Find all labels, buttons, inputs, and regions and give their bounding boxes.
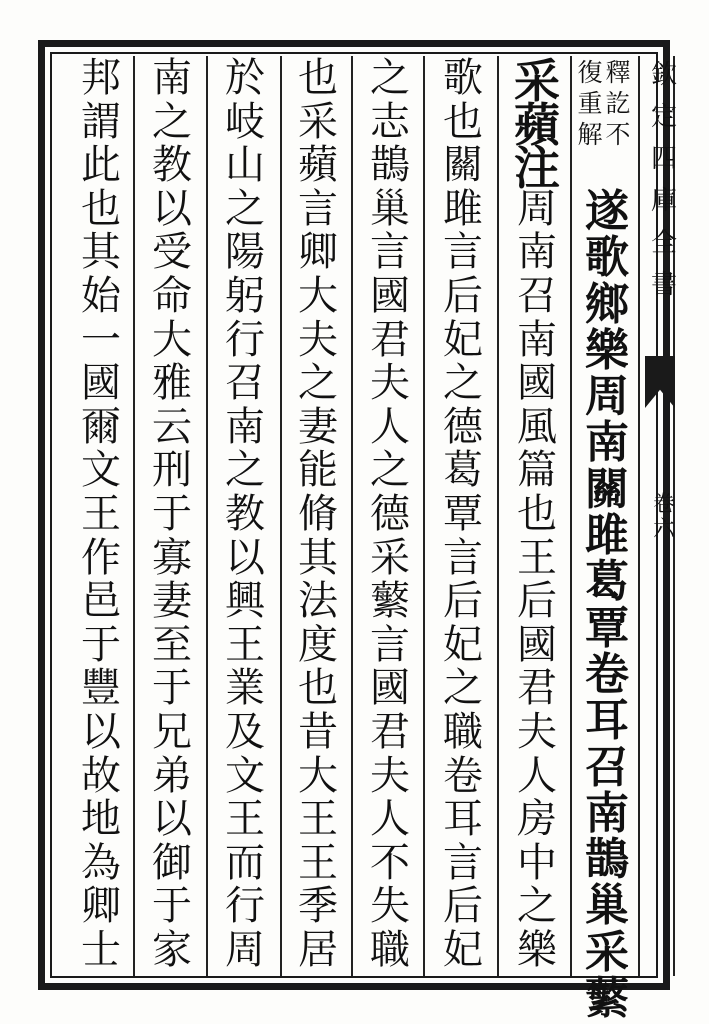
glyph: 君 bbox=[370, 708, 410, 755]
glyph: 職 bbox=[443, 708, 483, 755]
glyph: 歌 bbox=[443, 55, 483, 101]
glyph: 風 bbox=[517, 403, 557, 450]
glyph: 職 bbox=[370, 926, 410, 973]
glyph: 后 bbox=[443, 578, 483, 625]
glyph: 國 bbox=[81, 360, 121, 407]
glyph: 采 bbox=[514, 54, 560, 108]
glyph: 南 bbox=[225, 403, 265, 450]
column-rule bbox=[351, 56, 353, 976]
glyph: 度 bbox=[298, 621, 338, 668]
glyph: 卷 bbox=[585, 648, 629, 700]
column-body bbox=[506, 185, 568, 974]
glyph: 也 bbox=[517, 490, 557, 537]
column-rule bbox=[497, 56, 499, 976]
glyph: 卷 bbox=[443, 752, 483, 799]
glyph: 鵲 bbox=[370, 142, 410, 189]
glyph: 國 bbox=[517, 621, 557, 668]
glyph: 邑 bbox=[81, 578, 121, 625]
glyph: 鵲 bbox=[585, 834, 629, 886]
glyph: 之 bbox=[370, 55, 410, 101]
glyph: 之 bbox=[370, 447, 410, 494]
glyph: 人 bbox=[517, 752, 557, 799]
glyph: 王 bbox=[298, 839, 338, 886]
glyph: 王 bbox=[517, 534, 557, 581]
glyph: 國 bbox=[370, 665, 410, 712]
column-head bbox=[506, 54, 568, 196]
glyph: 周 bbox=[225, 926, 265, 973]
main-text-column-5 bbox=[287, 55, 349, 973]
glyph: 也 bbox=[81, 185, 121, 232]
glyph: 其 bbox=[298, 534, 338, 581]
glyph: 及 bbox=[225, 708, 265, 755]
glyph: 樂 bbox=[517, 926, 557, 973]
column-rule bbox=[133, 56, 135, 976]
glyph: 于 bbox=[152, 490, 192, 537]
main-text-column-4 bbox=[359, 55, 421, 973]
glyph: 南 bbox=[517, 316, 557, 363]
volume-label bbox=[645, 494, 683, 544]
main-text-column-2 bbox=[506, 54, 568, 973]
glyph: 卷 bbox=[652, 492, 675, 517]
glyph: 陽 bbox=[225, 229, 265, 276]
glyph: 周 bbox=[585, 371, 629, 423]
glyph: 德 bbox=[370, 490, 410, 537]
banxin-column bbox=[645, 56, 683, 976]
glyph: 卿 bbox=[81, 883, 121, 930]
glyph: 篇 bbox=[517, 447, 557, 494]
glyph: 君 bbox=[517, 665, 557, 712]
glyph: 采 bbox=[585, 926, 629, 978]
glyph: 弟 bbox=[152, 752, 192, 799]
glyph: 文 bbox=[225, 752, 265, 799]
glyph: 言 bbox=[443, 839, 483, 886]
glyph: 訖 bbox=[605, 89, 631, 118]
glyph: 全 bbox=[650, 228, 677, 258]
glyph: 言 bbox=[370, 621, 410, 668]
glyph: 一 bbox=[81, 316, 121, 363]
glyph: 之 bbox=[152, 98, 192, 145]
glyph: 云 bbox=[152, 403, 192, 450]
glyph: 耳 bbox=[443, 796, 483, 843]
glyph: 脩 bbox=[298, 490, 338, 537]
glyph: 以 bbox=[225, 534, 265, 581]
glyph: 南 bbox=[585, 787, 629, 839]
glyph: 樂 bbox=[585, 324, 629, 376]
glyph: 采 bbox=[298, 98, 338, 145]
glyph: 南 bbox=[585, 417, 629, 469]
glyph: 邦 bbox=[81, 55, 121, 101]
glyph: 受 bbox=[152, 229, 192, 276]
glyph: 之 bbox=[298, 360, 338, 407]
glyph: 業 bbox=[225, 665, 265, 712]
glyph: 雎 bbox=[443, 185, 483, 232]
glyph: 釋 bbox=[605, 58, 631, 87]
glyph: 定 bbox=[650, 102, 677, 132]
glyph: 蘩 bbox=[370, 578, 410, 625]
glyph: 以 bbox=[152, 185, 192, 232]
glyph: 教 bbox=[152, 142, 192, 189]
glyph: 命 bbox=[152, 272, 192, 319]
glyph: 王 bbox=[225, 621, 265, 668]
glyph: 解 bbox=[577, 120, 603, 149]
glyph: 蘋 bbox=[298, 142, 338, 189]
glyph: 重 bbox=[577, 89, 603, 118]
glyph: 后 bbox=[517, 578, 557, 625]
glyph: 召 bbox=[225, 360, 265, 407]
glyph: 以 bbox=[152, 796, 192, 843]
glyph: 之 bbox=[443, 360, 483, 407]
glyph: 為 bbox=[81, 839, 121, 886]
glyph: 周 bbox=[517, 185, 557, 232]
glyph: 御 bbox=[152, 839, 192, 886]
glyph: 國 bbox=[517, 360, 557, 407]
glyph: 國 bbox=[370, 272, 410, 319]
glyph: 也 bbox=[443, 98, 483, 145]
glyph: 昔 bbox=[298, 708, 338, 755]
glyph: 山 bbox=[225, 142, 265, 189]
glyph: 夫 bbox=[370, 360, 410, 407]
glyph: 也 bbox=[298, 55, 338, 101]
glyph: 妃 bbox=[443, 926, 483, 973]
glyph: 文 bbox=[81, 447, 121, 494]
glyph: 中 bbox=[517, 839, 557, 886]
glyph: 能 bbox=[298, 447, 338, 494]
glyph: 德 bbox=[443, 403, 483, 450]
annotation-right-line bbox=[604, 60, 632, 153]
main-text-column-7 bbox=[141, 55, 203, 973]
main-text-column-8 bbox=[70, 55, 132, 973]
column-rule bbox=[423, 56, 425, 976]
glyph: 王 bbox=[81, 490, 121, 537]
glyph: 而 bbox=[225, 839, 265, 886]
glyph: 言 bbox=[443, 534, 483, 581]
column-rule bbox=[206, 56, 208, 976]
glyph: 地 bbox=[81, 796, 121, 843]
glyph: 不 bbox=[605, 120, 631, 149]
glyph: 其 bbox=[81, 229, 121, 276]
glyph: 夫 bbox=[298, 316, 338, 363]
glyph: 作 bbox=[81, 534, 121, 581]
glyph: 不 bbox=[370, 839, 410, 886]
glyph: 妃 bbox=[443, 621, 483, 668]
glyph: 房 bbox=[517, 796, 557, 843]
glyph: 王 bbox=[225, 796, 265, 843]
book-title bbox=[645, 62, 683, 314]
glyph: 法 bbox=[298, 578, 338, 625]
glyph: 言 bbox=[370, 229, 410, 276]
glyph: 教 bbox=[225, 490, 265, 537]
glyph: 失 bbox=[370, 883, 410, 930]
glyph: 刑 bbox=[152, 447, 192, 494]
glyph: 妃 bbox=[443, 316, 483, 363]
glyph: 至 bbox=[152, 621, 192, 668]
glyph: 大 bbox=[298, 272, 338, 319]
glyph: 卿 bbox=[298, 229, 338, 276]
glyph: 君 bbox=[370, 316, 410, 363]
glyph: 之 bbox=[443, 665, 483, 712]
glyph: 召 bbox=[585, 741, 629, 793]
glyph: 鄉 bbox=[585, 278, 629, 330]
glyph: 關 bbox=[443, 142, 483, 189]
column-rule bbox=[570, 56, 572, 976]
annotation-double-line bbox=[576, 60, 632, 153]
fishtail-mark-icon bbox=[645, 356, 675, 408]
glyph: 躬 bbox=[225, 272, 265, 319]
glyph: 葛 bbox=[443, 447, 483, 494]
column-rule bbox=[638, 56, 640, 976]
glyph: 書 bbox=[650, 270, 677, 300]
glyph: 興 bbox=[225, 578, 265, 625]
glyph: 于 bbox=[152, 883, 192, 930]
glyph: 雎 bbox=[585, 510, 629, 562]
glyph: 于 bbox=[81, 621, 121, 668]
glyph: 庫 bbox=[650, 186, 677, 216]
glyph: 爾 bbox=[81, 403, 121, 450]
glyph: 兄 bbox=[152, 708, 192, 755]
glyph: 覃 bbox=[443, 490, 483, 537]
glyph: 后 bbox=[443, 272, 483, 319]
glyph: 大 bbox=[298, 752, 338, 799]
glyph: 夫 bbox=[370, 752, 410, 799]
glyph: 歌 bbox=[585, 232, 629, 284]
glyph: 南 bbox=[152, 55, 192, 101]
glyph: 人 bbox=[370, 403, 410, 450]
glyph: 言 bbox=[298, 185, 338, 232]
glyph: 召 bbox=[517, 272, 557, 319]
glyph: 注 bbox=[514, 141, 560, 196]
glyph: 于 bbox=[152, 665, 192, 712]
glyph: 故 bbox=[81, 752, 121, 799]
glyph: 巢 bbox=[585, 880, 629, 932]
glyph: 四 bbox=[650, 144, 677, 174]
glyph: 於 bbox=[225, 55, 265, 101]
glyph: 王 bbox=[298, 796, 338, 843]
glyph: 妻 bbox=[298, 403, 338, 450]
glyph: 耳 bbox=[585, 695, 629, 747]
glyph: 雅 bbox=[152, 360, 192, 407]
glyph: 大 bbox=[152, 316, 192, 363]
glyph: 士 bbox=[81, 926, 121, 973]
glyph: 居 bbox=[298, 926, 338, 973]
glyph: 季 bbox=[298, 883, 338, 930]
glyph: 后 bbox=[443, 883, 483, 930]
glyph: 采 bbox=[370, 534, 410, 581]
glyph: 志 bbox=[370, 98, 410, 145]
glyph: 人 bbox=[370, 796, 410, 843]
glyph: 夫 bbox=[517, 708, 557, 755]
glyph: 覃 bbox=[585, 602, 629, 654]
glyph: 行 bbox=[225, 316, 265, 363]
glyph: 寡 bbox=[152, 534, 192, 581]
glyph: 行 bbox=[225, 883, 265, 930]
glyph: 家 bbox=[152, 926, 192, 973]
glyph: 欽 bbox=[650, 60, 677, 90]
main-text-column-3 bbox=[432, 55, 494, 973]
glyph: 岐 bbox=[225, 98, 265, 145]
glyph: 此 bbox=[81, 142, 121, 189]
glyph: 遂 bbox=[585, 186, 629, 237]
glyph: 關 bbox=[585, 463, 629, 515]
glyph: 之 bbox=[517, 883, 557, 930]
column-rule bbox=[280, 56, 282, 976]
annotation-left-line bbox=[576, 60, 604, 153]
glyph: 也 bbox=[298, 665, 338, 712]
glyph: 蘩 bbox=[585, 973, 629, 1024]
glyph: 復 bbox=[577, 58, 603, 87]
main-text-column-6 bbox=[214, 55, 276, 973]
main-text-column-1 bbox=[576, 186, 638, 1024]
glyph: 始 bbox=[81, 272, 121, 319]
glyph: 南 bbox=[517, 229, 557, 276]
glyph: 六 bbox=[652, 517, 675, 542]
glyph: 妻 bbox=[152, 578, 192, 625]
glyph: 之 bbox=[225, 447, 265, 494]
glyph: 巢 bbox=[370, 185, 410, 232]
glyph: 葛 bbox=[585, 556, 629, 608]
glyph: 豐 bbox=[81, 665, 121, 712]
glyph: 謂 bbox=[81, 98, 121, 145]
glyph: 以 bbox=[81, 708, 121, 755]
glyph: 之 bbox=[225, 185, 265, 232]
glyph: 蘋 bbox=[514, 97, 560, 152]
glyph: 言 bbox=[443, 229, 483, 276]
